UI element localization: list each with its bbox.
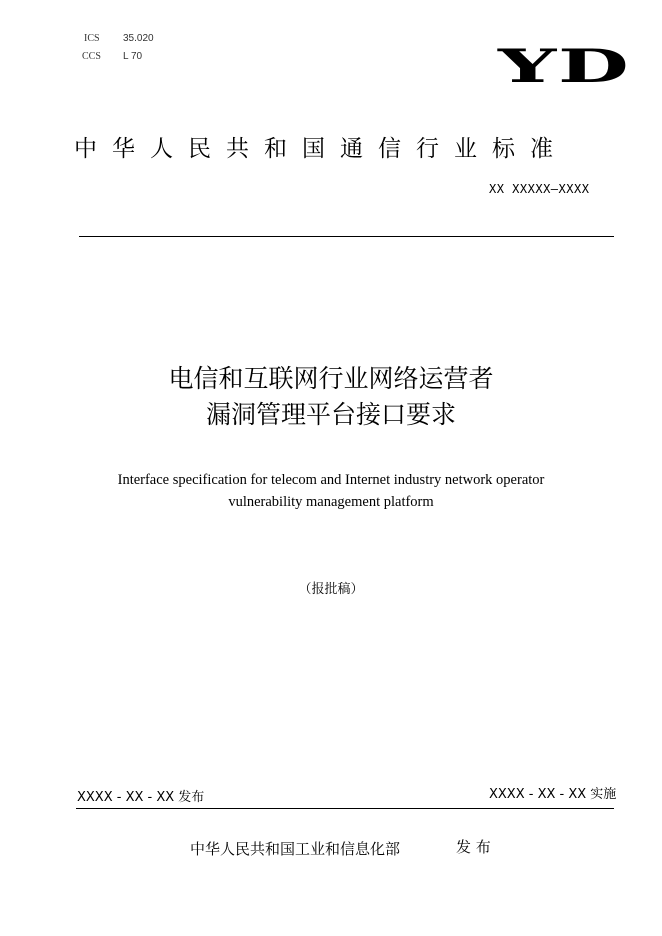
title-zh-line2: 漏洞管理平台接口要求 [205, 400, 456, 429]
ccs-label: CCS [82, 51, 101, 62]
title-en-line1: Interface specification for telecom and Internet industry network operator [117, 472, 545, 488]
issue-date: XXXX - XX - XX 发布 [77, 790, 205, 805]
title-zh-line1: 电信和互联网行业网络运营者 [168, 364, 494, 393]
ics-label: ICS [84, 33, 100, 44]
standard-number: XX XXXXX—XXXX [489, 182, 590, 196]
publisher-action: 发 布 [456, 838, 491, 856]
draft-status: （报批稿） [298, 582, 364, 597]
ics-value: 35.020 [123, 33, 154, 44]
implement-date: XXXX - XX - XX 实施 [489, 787, 617, 802]
publisher-organization: 中华人民共和国工业和信息化部 [190, 840, 401, 858]
yd-logo: YD [498, 40, 631, 94]
footer-divider [76, 808, 614, 809]
standard-category: 中华人民共和国通信行业标准 [74, 136, 568, 162]
header-divider [79, 236, 614, 237]
title-en-line2: vulnerability management platform [228, 494, 434, 510]
ccs-value: L 70 [123, 51, 143, 62]
